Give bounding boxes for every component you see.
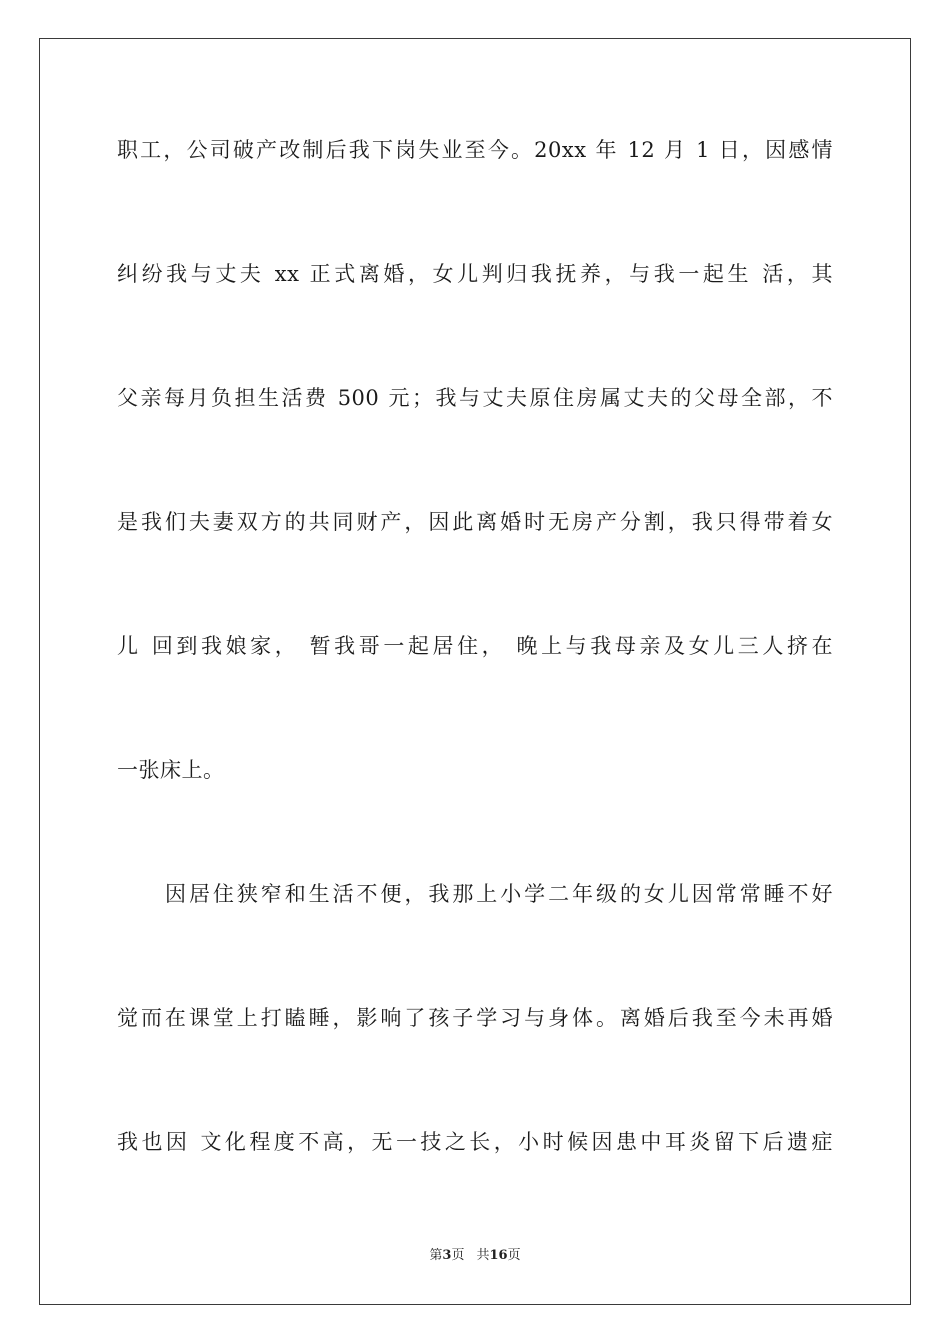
text-line-7: 因居住狭窄和生活不便，我那上小学二年级的女儿因常常睡不好 [165,882,833,906]
page-total-number: 16 [489,1248,508,1263]
page-border [39,38,911,1305]
text-line-8: 觉而在课堂上打瞌睡，影响了孩子学习与身体。离婚后我至今未再婚 [117,1006,833,1030]
text-line-6: 一张床上。 [117,758,225,782]
total-suffix: 页 [507,1248,521,1263]
page-current-number: 3 [442,1248,452,1263]
text-line-3: 父亲每月负担生活费 500 元；我与丈夫原住房属丈夫的父母全部，不 [117,386,833,410]
text-line-2: 纠纷我与丈夫 xx 正式离婚，女儿判归我抚养，与我一起生 活，其 [117,262,833,286]
text-line-9: 我也因 文化程度不高，无一技之长，小时候因患中耳炎留下后遗症 [117,1130,833,1154]
total-prefix: 共 [476,1248,490,1263]
page-prefix: 第 [429,1248,443,1263]
page-footer [0,1247,950,1265]
text-line-4: 是我们夫妻双方的共同财产，因此离婚时无房产分割，我只得带着女 [117,510,833,534]
text-line-1: 职工，公司破产改制后我下岗失业至今。20xx 年 12 月 1 日，因感情 [117,138,833,162]
page-suffix: 页 [451,1248,465,1263]
text-line-5: 儿 回到我娘家， 暂我哥一起居住， 晚上与我母亲及女儿三人挤在 [117,634,833,658]
